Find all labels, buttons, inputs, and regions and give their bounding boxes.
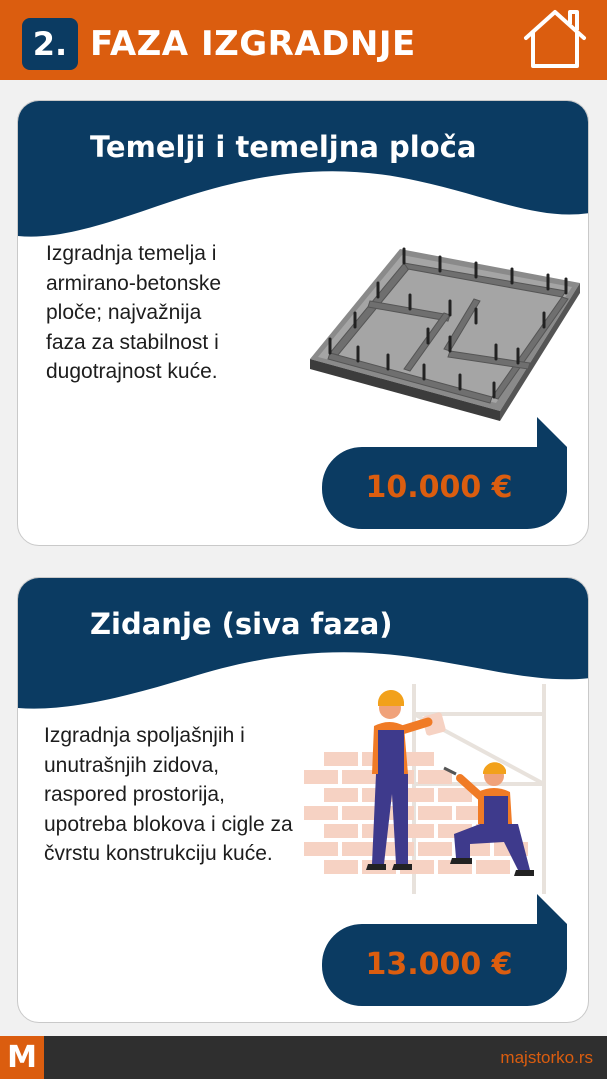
phase-card-foundation <box>17 100 589 546</box>
page-header <box>0 0 607 80</box>
card-description: Izgradnja spoljašnjih i unutrašnjih zidova, raspored prostorija, upotreba blokova i cigle za čvrstu konstrukciju kuće. <box>44 724 293 865</box>
card-header <box>18 101 588 251</box>
foundation-slab-illustration <box>300 231 589 421</box>
page-title: FAZA IZGRADNJE <box>90 24 416 64</box>
price-tag <box>322 447 567 529</box>
card-title: Zidanje (siva faza) <box>90 607 393 641</box>
card-title: Temelji i temeljna ploča <box>90 130 477 164</box>
card-description: Izgradnja temelja i armirano-betonske ploče; najvažnija faza za stabilnost i dugotrajnost kuće. <box>46 242 222 383</box>
price-tag <box>322 924 567 1006</box>
bricklayers-illustration <box>304 674 564 904</box>
brand-logo: M <box>0 1036 44 1079</box>
price-value: 10.000 € <box>365 470 513 505</box>
price-value: 13.000 € <box>365 947 513 982</box>
house-icon <box>520 6 590 72</box>
step-number-badge: 2. <box>22 18 78 70</box>
phase-card-walls <box>17 577 589 1023</box>
website-link[interactable]: majstorko.rs <box>500 1048 593 1067</box>
page-footer <box>0 1036 607 1079</box>
